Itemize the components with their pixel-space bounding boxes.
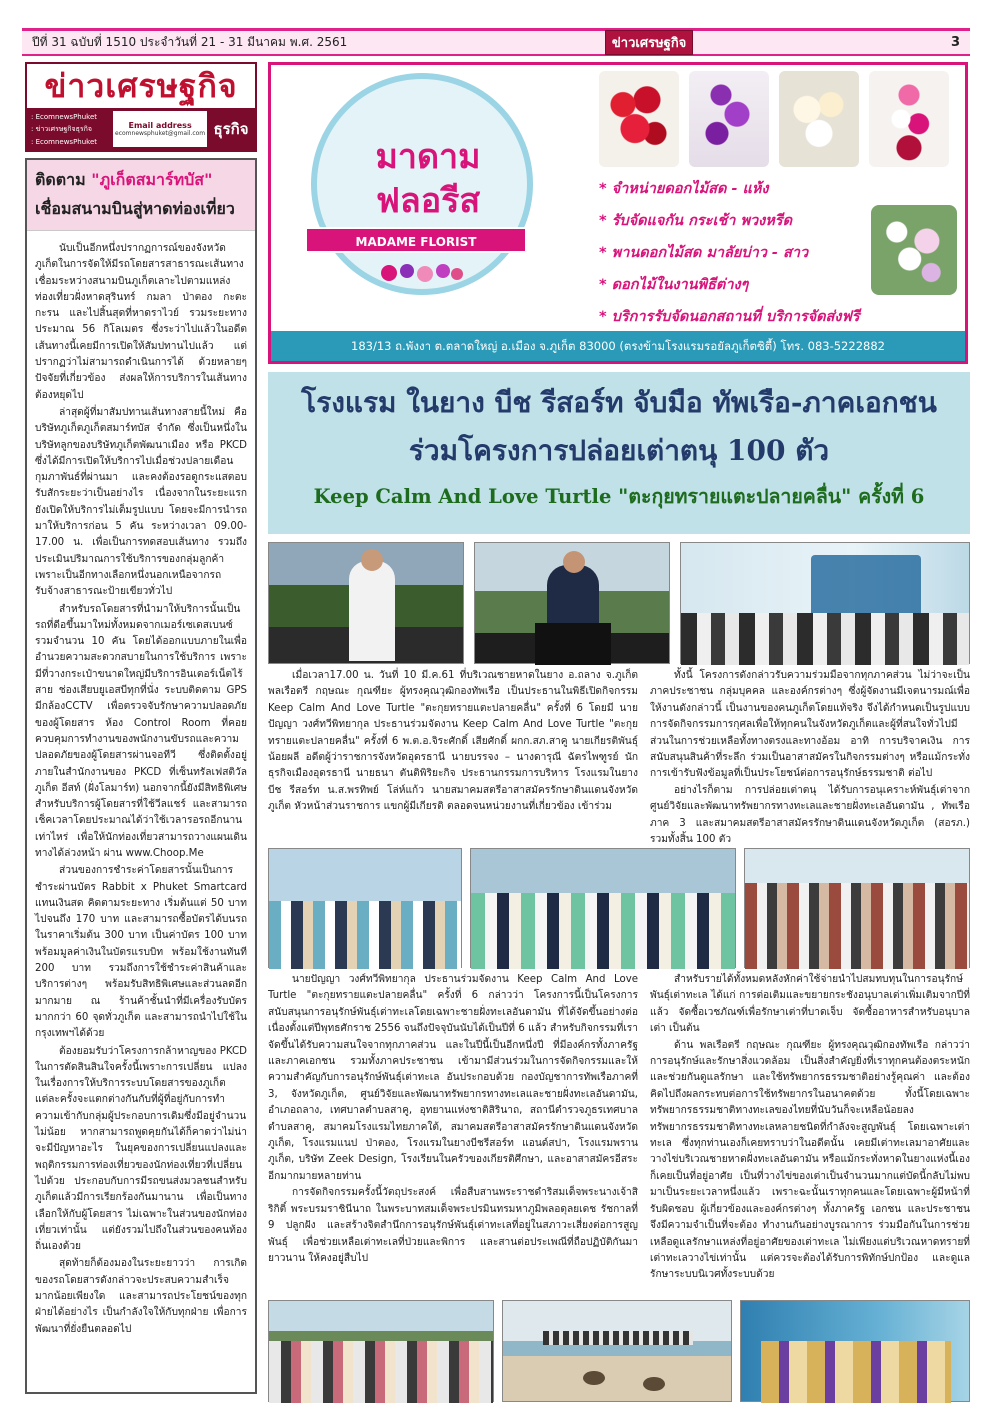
email-label: Email address — [128, 121, 192, 130]
pink-arrangement-photo — [869, 71, 949, 167]
main-headline-banner — [268, 372, 970, 534]
left-article — [25, 158, 257, 1394]
paragraph: อย่างไรก็ตาม การปล่อยเต่าตนุ ได้รับการอนุเคราะห์พันธุ์เต่าจากศูนย์วิจัยและพัฒนาทรัพยากรทางทะเลและชายฝั่งทะเลอันดามัน , ทัพเรือภาค 3 และสมาคมสตรีอาสาสมัครรักษาดินแดนจังหวัดภูเก็ต (สอรภ.) รวมทั้งสิ้น 100 ตัว — [650, 784, 970, 846]
florist-address: 183/13 ถ.พังงา ต.ตลาดใหญ่ อ.เมือง จ.ภูเก็ต 83000 (ตรงข้ามโรงแรมรอยัลภูเก็ตซิตี้) โทร. 083-5222882 — [271, 331, 965, 361]
masthead — [25, 62, 257, 152]
group-photo-under-the-sea — [680, 542, 970, 664]
bouquet-photos — [599, 71, 949, 167]
masthead-tagline: ธุรกิจ — [213, 120, 249, 138]
paragraph: นายปัญญา วงศ์ทวีพิทยากุล ประธานร่วมจัดงาน Keep Calm And Love Turtle "ตะกุยทรายแตะปลายคลื่น" ครั้งที่ 6 กล่าวว่า โครงการนี้เป็นโครงการสนับสนุนการอนุรักษ์พันธุ์เต่าทะเลโดยเฉพาะชายฝั่งทะเลอันดามัน ที่ได้จัดขึ้นอย่างต่อเนื่องตั้งแต่ปีพุทธศักราช 2556 จนถึงปัจจุบันนับได้เป็นปีที่ 6 แล้ว สำหรับกิจกรรมที่เราจัดขึ้นได้รับความสนใจจากทุกภาคส่วน และในปีนี้เป็นอีกหนึ่งปี ที่มีองค์กรทั้งภาครัฐ และภาคเอกชน รวมทั้งภาคประชาชน เข้ามามีส่วนร่วมในการจัดกิจกรรมและให้ความสำคัญกับการอนุรักษ์พันธุ์เต่าทะเล อันประกอบด้วย กองบัญชาการทัพเรือภาคที่ 3, จังหวัดภูเก็ต, ศูนย์วิจัยและพัฒนาทรัพยากรทางทะเลและชายฝั่งทะเลอันดามัน, อำเภอถลาง, เทศบาลตำบลสาคู, อุทยานแห่งชาติสิรินาถ, สถานีตำรวจภูธรเทศบาลตำบลสาคู, สมาคมโรงแรมไทยภาคใต้, สมาคมสตรีอาสาสมัครรักษาดินแดนจังหวัดภูเก็ต, โรงแรมแนป ป่าตอง, โรงแรมในยางบีชรีสอร์ท แอนด์สปา, โรงแรมพรานภูเก็ต, บริษัท Zeek Design, โรงเรียนในครัวของเกียรติศึกษา, และอาสาสมัครอีสระอีกมากมายหลายท่าน — [268, 974, 638, 1182]
article-column-4 — [650, 972, 970, 1296]
sea-turtles-shore-photo — [502, 1300, 732, 1402]
purple-orchid-photo — [689, 71, 769, 167]
red-roses-photo — [599, 71, 679, 167]
headline-highlight: "ภูเก็ตสมาร์ทบัส" — [91, 170, 213, 189]
service-item: * พานดอกไม้สด มาลัยบ่าว - สาว — [599, 245, 809, 261]
florist-name-en: MADAME FLORIST — [305, 227, 527, 253]
paragraph: สำหรับรายได้ทั้งหมดหลังหักค่าใช้จ่ายนำไปสมทบทุนในการอนุรักษ์พันธุ์เต่าทะเล ได้แก่ การต่อเติมและขยายกระชังอนุบาลเต่าเพิ่มเติมจากปีที่แล้ว จัดซื้อเวชภัณฑ์เพื่อรักษาเต่าที่บาดเจ็บ จัดซื้ออาหารสำหรับอนุบาลเต่า เป็นต้น — [650, 974, 970, 1035]
dancers-under-the-sea-photo — [740, 1300, 970, 1402]
service-item: * บริการรับจัดนอกสถานที่ บริการจัดส่งฟรี — [599, 309, 860, 325]
crowd-photo-officials — [268, 848, 462, 968]
email-address[interactable]: ecomnewsphuket@gmail.com — [115, 130, 206, 137]
service-item: * จำหน่ายดอกไม้สด - แห้ง — [599, 181, 769, 197]
speaker-podium-photo — [474, 542, 670, 664]
flower-decoration-icon — [377, 261, 467, 285]
facebook-page-link[interactable]: : ข่าวเศรษฐกิจธุรกิจ — [31, 124, 93, 133]
speaker-navy-photo — [268, 542, 464, 664]
paragraph: ล่าสุดผู้ที่มาสัมปทานเส้นทางสายนี้ใหม่ คือ บริษัทภูเก็ตภูเก็ตสมาร์ทบัส จำกัด ซึ่งเป็นหนึ่งในบริษัทลูกของบริษัทภูเก็ตพัฒนาเมือง หรือ PKCD ซึ่งได้มีการเปิดให้บริการไปเมื่อช่วงปลายเดือนกุมภาพันธ์ที่ผ่านมา และคงต้องรอดูกระแสตอบรับสักระยะว่าเป็นอย่างไร เนื่องจากในระยะแรกยังเปิดให้บริการไม่เต็มรูปแบบ โดยจะมีการนำรถมาให้บริการก่อน 5 คัน ระหว่างเวลา 09.00-17.00 น. เพื่อเป็นการทดสอบเส้นทาง รวมถึงประเมินปริมาณการใช้บริการของกลุ่มลูกค้า เพราะเป็นอีกทางเลือกหนึ่งนอกเหนือจากรถรับจ้างสาธารณะป้ายเขียวทั่วไป — [35, 406, 247, 598]
left-article-body — [27, 231, 255, 1349]
facebook-link[interactable]: : EcomnewsPhuket — [31, 112, 98, 121]
paragraph: ต้องยอมรับว่าโครงการกล้าหาญของ PKCD ในการตัดสินสินใจครั้งนี้เพราะการเปลี่ยน แปลงในเรื่องการให้บริการระบบโดยสารของภูเก็ตแต่ละครั้งจะแตกต่างกันกับที่ผู้ที่อยู่กับการทำ ความเข้ากับกลุ่มผู้ประกอบการเดิมซึ่งมีอยู่จำนวนไม่น้อย หากสามารถพูดคุยกันได้ก็คาดว่าไม่น่าจะมีปัญหาอะไร ในยุคของการเปลี่ยนแปลงและพฤติกรรมการท่องเที่ยวของนักท่องเที่ยวที่เปลี่ยนไปด้วย ประกอบกับการมีรถขนส่งมวลชนสำหรับภูเก็ตแล้วมีการเรียกร้องกันมานาน เพื่อเป็นทางเลือกให้กับผู้โดยสาร ไม่เฉพาะในส่วนของนักท่องเที่ยวเท่านั้น แต่ยังรวมไปถึงในส่วนของคนท้องถิ่นเองด้วย — [35, 1045, 247, 1253]
paragraph: ส่วนของการชำระค่าโดยสารนั้นเป็นการชำระผ่านบัตร Rabbit x Phuket Smartcard แทนเงินสด คิดตามระยะทาง เริ่มต้นแต่ 50 บาท ไปจนถึง 170 บาท และสามารถซื้อบัตรได้บนรถในราคาเริ่มต้น 300 บาท เป็นค่าบัตร 100 บาท พร้อมมูลค่าเงินในบัตรแรบบิท พร้อมใช้งานทันที 200 บาท รวมถึงการใช้ชำระค่าสินค้าและบริการต่างๆ พร้อมรับสิทธิพิเศษและส่วนลดอีกมากมาย ณ ร้านค้าชั้นนำที่มีเครื่องรับบัตรมากกว่า 60 จุดทั่วภูเก็ต และสามารถนำไปใช้ในกรุงเทพฯได้ด้วย — [35, 865, 247, 1040]
beach-crowd-photo — [268, 1300, 494, 1402]
service-item: * รับจัดแจกัน กระเช้า พวงหรีด — [599, 213, 793, 229]
article-column-3 — [268, 972, 638, 1296]
left-article-headline — [27, 160, 255, 231]
florist-name-thai: มาดาม ฟลอรีส — [375, 137, 481, 221]
headline-prefix: ติดตาม — [35, 170, 92, 189]
headline-line2: เชื่อมสนามบินสู่หาดท่องเที่ยว — [35, 199, 235, 218]
paragraph: เมื่อเวลา17.00 น. วันที่ 10 มี.ค.61 ที่บริเวณชายหาดในยาง อ.ถลาง จ.ภูเก็ต พลเรือตรี กฤษณะ กุณฑียะ ผู้ทรงคุณวุฒิกองทัพเรือ เป็นประธานในพิธีเปิดกิจกรรม Keep Calm And Love Turtle "ตะกุยทรายแตะปลายคลื่น" ครั้งที่ 6 โดยมี นายปัญญา วงศ์ทวีพิทยากุล ประธานร่วมจัดงาน Keep Calm And Love Turtle "ตะกุยทรายแตะปลายคลื่น" ครั้งที่ 6 พ.ต.อ.จิระศักดิ์ เสียศักดิ์ ผกก.สภ.สาคู นายเกียรติพันธุ์ น้อยผลี อดีตผู้ว่าราชการจังหวัดอุดรธานี นายบรรจง – นางดารุณี ฉัตรไพฑูรย์ นักธุรกิจเมืองอุดรธานี นายธนา ตันติพิริยะกิจ ประธานกรรมการบริหาร โรงแรมในยาง บีช รีสอร์ท น.ส.พรทิพย์ โล่ห์แก้ว นายสมาคมสตรีอาสาสมัครรักษาดินแดนจังหวัดภูเก็ต หัวหน้าส่วนราชการ แขกผู้มีเกียรติ ตลอดจนหน่วยงานที่เกี่ยวข้อง เข้าร่วม — [268, 670, 638, 813]
paragraph: การจัดกิจกรรมครั้งนี้วัตถุประสงค์ เพื่อสืบสานพระราชดำริสมเด็จพระนางเจ้าสิริกิติ์ พระบรมราชินีนาถ ในพระบาทสมเด็จพระปรมินทรมหาภูมิพลอดุลยเดช รัชกาลที่ 9 ปลูกฝัง และสร้างจิตสำนึกการอนุรักษ์พันธุ์เต่าทะเลที่อยู่ในสภาวะเสี่ยงต่อการสูญพันธุ์ เพื่อช่วยเหลือเต่าทะเลที่ป่วยและพิการ และสานต่อประเพณีที่ถือปฏิบัติกันมายาวนาน ให้คงอยู่สืบไป — [268, 1187, 638, 1264]
paragraph: นับเป็นอีกหนึ่งปรากฏการณ์ของจังหวัดภูเก็ตในการจัดให้มีรถโดยสารสาธารณะเส้นทางเชื่อมระหว่างสนามบินภูเก็ตเลาะไปตามแหล่งท่องเที่ยวฝั่งหาดสุรินทร์ กมลา ป่าตอง กะตะ กะรน และไปสิ้นสุดที่หาดราไวย์ รวมระยะทางประมาณ 56 กิโลเมตร ซึ่งระว่าไปแล้วในอดีตเส้นทางนี้เคยมีการเปิดให้สัมปทานไปแล้ว แต่ปรากฏว่าไม่สามารถดำเนินการได้ ด้วยหลายๆ ปัจจัยที่เกี่ยวข้อง ส่งผลให้การบริการในเส้นทางต้องหยุดไป — [35, 243, 247, 401]
masthead-strip — [27, 108, 255, 150]
article-column-2 — [650, 668, 970, 846]
audience-photo — [744, 848, 970, 968]
paragraph: ด้าน พลเรือตรี กฤษณะ กุณฑียะ ผู้ทรงคุณวุฒิกองทัพเรือ กล่าวว่า การอนุรักษ์และรักษาสิ่งแวดล้อม เป็นสิ่งสำคัญยิ่งที่เราทุกคนต้องตระหนักและช่วยกันดูแลรักษา และใช้ทรัพยากรธรรมชาติอย่างรู้คุณค่า และต้องคิดไปถึงผลกระทบต่อการใช้ทรัพยากรในอนาคตด้วย ทั้งนี้โดยเฉพาะทรัพยากรธรรมชาติทางทะเลของไทยที่นับวันก็จะเหลือน้อยลง ทรัพยากรธรรมชาติทางทะเลหลายชนิดที่กำลังจะสูญพันธุ์ โดยเฉพาะเต่าทะเล ซึ่งทุกท่านเองก็เคยทราบว่าในอดีตนั้น เคยมีเต่าทะเลมาอาศัยและวางไข่บริเวณชายหาดฝั่งทะเลอันดามัน หรือแม้กระทั่งหาดในยางแห่งนี้เอง ก็เคยเป็นที่อยู่อาศัย เป็นที่วางไข่ของเต่าเป็นจำนวนมากแต่บัดนี้กลับไม่พบมาเป็นระยะเวลาหนึ่งแล้ว เพราะฉะนั้นเราทุกคนและโดยเฉพาะผู้มีหน้าที่รับผิดชอบ ผู้เกี่ยวข้องและองค์กรต่างๆ ทั้งภาครัฐ เอกชน และประชาชน จึงมีความจำเป็นที่จะต้อง ทำงานกันอย่างบูรณาการ ร่วมมือกันในการช่วยเหลือดูแลรักษาแหล่งที่อยู่อาศัยของเต่าทะเล ไม่เพียงแต่บริเวณหาดทรายที่เต่าทะเลวางไข่เท่านั้น แต่ควรจะต้องได้รับการพิทักษ์ปกป้อง และดูแลรักษาระบบนิเวศทั้งระบบด้วย — [650, 1039, 970, 1281]
twitter-link[interactable]: : EcomnewsPhuket — [31, 137, 98, 146]
article-column-1 — [268, 668, 638, 836]
main-headline-line3: Keep Calm And Love Turtle "ตะกุยทรายแตะปลายคลื่น" ครั้งที่ 6 — [313, 485, 925, 508]
left-column — [25, 62, 257, 1400]
service-item: * ดอกไม้ในงานพิธีต่างๆ — [599, 277, 749, 293]
turtle-release-ceremony-photo — [470, 848, 736, 968]
page-number: 3 — [950, 35, 960, 50]
florist-advert — [268, 62, 968, 364]
header-logo: ข่าวเศรษฐกิจ — [605, 30, 693, 55]
paragraph: ทั้งนี้ โครงการดังกล่าวรับความร่วมมือจากทุกภาคส่วน ไม่ว่าจะเป็นภาคประชาชน กลุ่มบุคคล และองค์กรต่างๆ ซึ่งผู้จัดงานมีเจตนารมณ์เพื่อให้งานดังกล่าวนี้ เป็นงานของคนภูเก็ตโดยแท้จริง จึงได้กำหนดเป็นรูปแบบการจัดกิจกรรมการกุศลเพื่อให้ทุกคนในจังหวัดภูเก็ตและผู้ที่สนใจทั่วไปมีส่วนในการช่วยเหลือทั้งทางตรงและทางอ้อม อาทิ การบริจาคเงิน การสนับสนุนสินค้าที่ระลึก ร่วมเป็นอาสาสมัครในกิจกรรมต่างๆ หรือแม้กระทั่งการเข้ารับฟังข้อมูลที่เป็นประโยชน์ต่อการอนุรักษ์ธรรมชาติ ต่อไป — [650, 670, 970, 780]
main-headline-line2: ร่วมโครงการปล่อยเต่าตนุ 100 ตัว — [408, 434, 830, 467]
issue-info: ปีที่ 31 ฉบับที่ 1510 ประจำวันที่ 21 - 31 มีนาคม พ.ศ. 2561 — [32, 35, 348, 49]
paragraph: สำหรับรถโดยสารที่นำมาให้บริการนั้นเป็นรถที่ดีอขึ้นมาใหม่ทั้งหมดจากเมอร์เซเดสเบนซ์ รวมจำนวน 10 คัน โดยได้ออกแบบภายในเพื่ออำนวยความสะดวกสบายในการใช้บริการ เพราะมีที่วางกระเป๋าขนาดใหญ่มีบริการอินเตอร์เน็ตไร้สาย ช่องเสียบยูเอสบีทุกที่นั่ง ระบบติดตาม GPS มีกล้องCCTV เพื่อตรวจจับรักษาความปลอดภัยของผู้โดยสาร ห้อง Control Room ที่คอยควบคุมการทำงานของพนักงานขับรถและความปลอดภัยของผู้โดยสารผ่านจอทีวี ซึ่งติดตั้งอยู่ภายในสำนักงานของ PKCD ที่เซ็นทรัลเฟสติวัลภูเก็ต อีสท์ (ฝั่งโลมาร์ท) นอกจากนี้ยังมีสิทธิพิเศษสำหรับบริการผู้โดยสารที่ใช้วีลแชร์ และสามารถเช็คเวลาโดยประมาณได้ว่าใช้เวลารอรถอีกนานเท่าไหร่ เพื่อให้นักท่องเที่ยวสามารถวางแผนเดินทางได้ล่วงหน้า ผ่าน www.Choop.Me — [35, 603, 247, 859]
white-rose-photo — [779, 71, 859, 167]
flower-basket-photo — [871, 205, 957, 295]
main-headline-line1: โรงแรม ในยาง บีช รีสอร์ท จับมือ ทัพเรือ-ภาคเอกชน — [301, 386, 937, 419]
email-box — [113, 111, 207, 147]
social-links — [31, 111, 109, 147]
masthead-brand: ข่าวเศรษฐกิจ — [27, 64, 255, 108]
paragraph: สุดท้ายก็ต้องมองในระยะยาวว่า การเกิดของรถโดยสารดังกล่าวจะประสบความสำเร็จมากน้อยเพียงใด และสามารถประโยชน์ของทุกฝ่ายได้อย่างไร เป็นกำลังใจให้กับทุกฝ่าย เพื่อการพัฒนาที่ยั่งยืนตลอดไป — [35, 1258, 247, 1335]
florist-logo — [311, 73, 533, 295]
page-header — [22, 28, 970, 56]
